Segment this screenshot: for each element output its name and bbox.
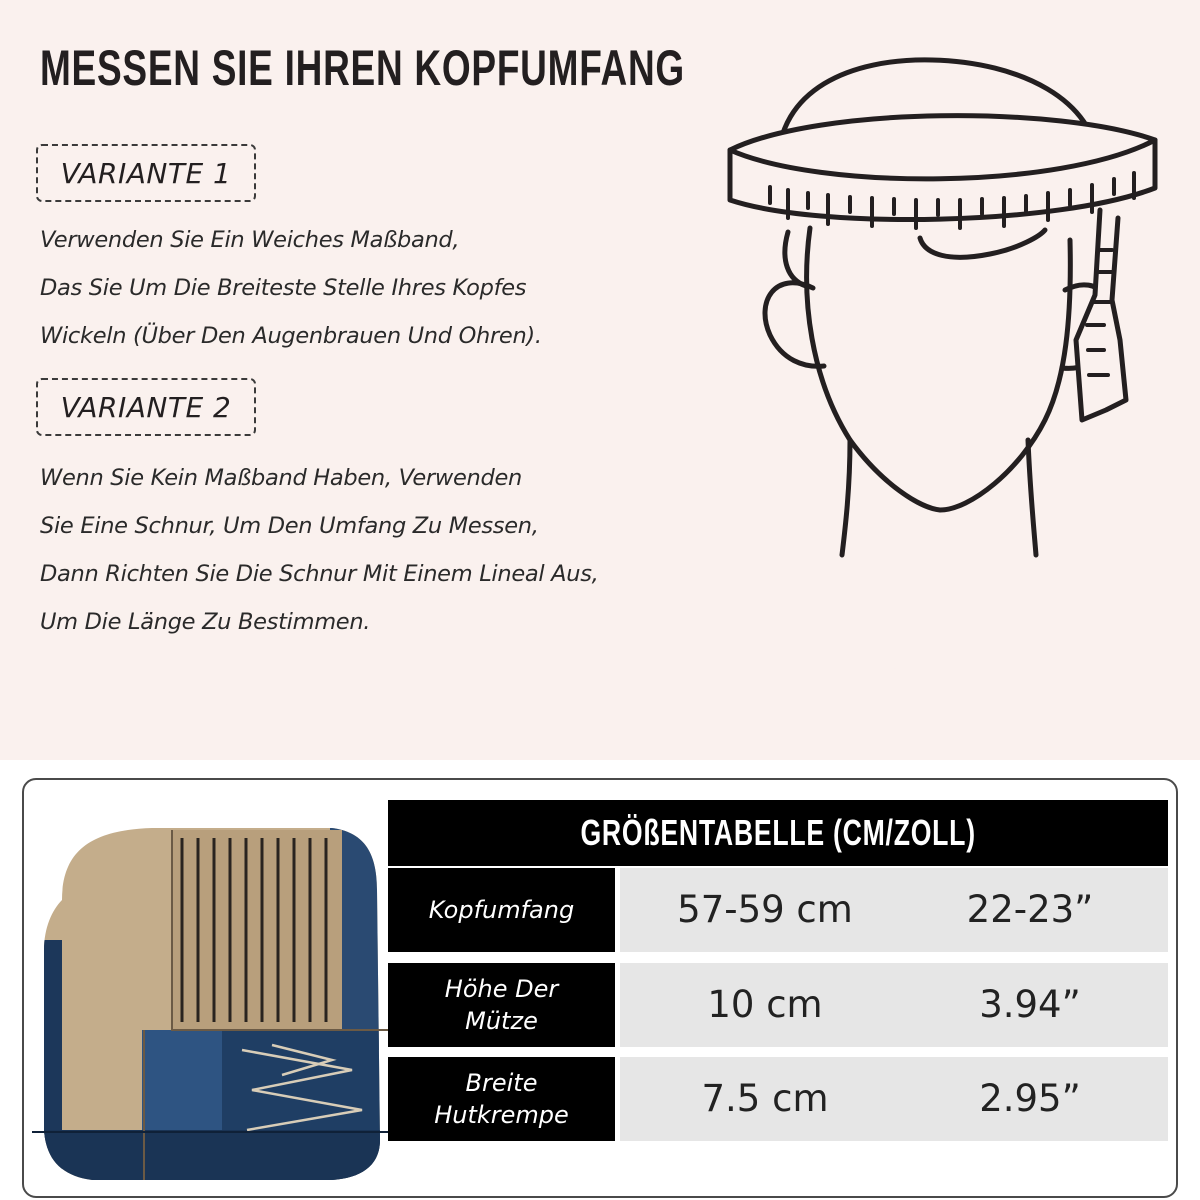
- head-measuring-tape-icon: [700, 40, 1180, 580]
- instruction-line: Dann Richten Sie Die Schnur Mit Einem Lineal Aus,: [40, 561, 599, 587]
- instruction-line: Das Sie Um Die Breiteste Stelle Ihres Kopfes: [40, 275, 527, 301]
- row-values: [620, 1057, 1168, 1141]
- value-cm: 57-59 cm: [677, 888, 853, 931]
- instruction-line: Um Die Länge Zu Bestimmen.: [40, 609, 371, 635]
- page-title: MESSEN SIE IHREN KOPFUMFANG: [40, 40, 685, 96]
- row-label: Breite Hutkrempe: [388, 1057, 615, 1141]
- row-values: [620, 868, 1168, 952]
- row-label: Höhe Der Mütze: [388, 963, 615, 1047]
- variant-2-instructions: [40, 454, 680, 646]
- table-row: [388, 963, 1168, 1047]
- value-cm: 10 cm: [707, 983, 823, 1026]
- value-cm: 7.5 cm: [701, 1077, 829, 1120]
- instruction-line: Sie Eine Schnur, Um Den Umfang Zu Messen,: [40, 513, 539, 539]
- value-inch: 2.95”: [979, 1077, 1081, 1120]
- instruction-line: Wickeln (Über Den Augenbrauen Und Ohren).: [40, 323, 542, 349]
- value-inch: 3.94”: [979, 983, 1081, 1026]
- flat-cap-image: [32, 810, 392, 1190]
- row-values: [620, 963, 1168, 1047]
- variant-1-instructions: [40, 216, 680, 360]
- instruction-line: Verwenden Sie Ein Weiches Maßband,: [40, 227, 460, 253]
- instruction-line: Wenn Sie Kein Maßband Haben, Verwenden: [40, 465, 522, 491]
- value-inch: 22-23”: [966, 888, 1094, 931]
- row-label: Kopfumfang: [388, 868, 615, 952]
- variant-2-tag: VARIANTE 2: [36, 378, 256, 436]
- table-row: [388, 1057, 1168, 1141]
- table-title: GRÖßENTABELLE (CM/ZOLL): [580, 812, 976, 853]
- table-row: [388, 868, 1168, 952]
- wave-divider: [0, 640, 1200, 770]
- variant-1-tag: VARIANTE 1: [36, 144, 256, 202]
- table-header: [388, 800, 1168, 866]
